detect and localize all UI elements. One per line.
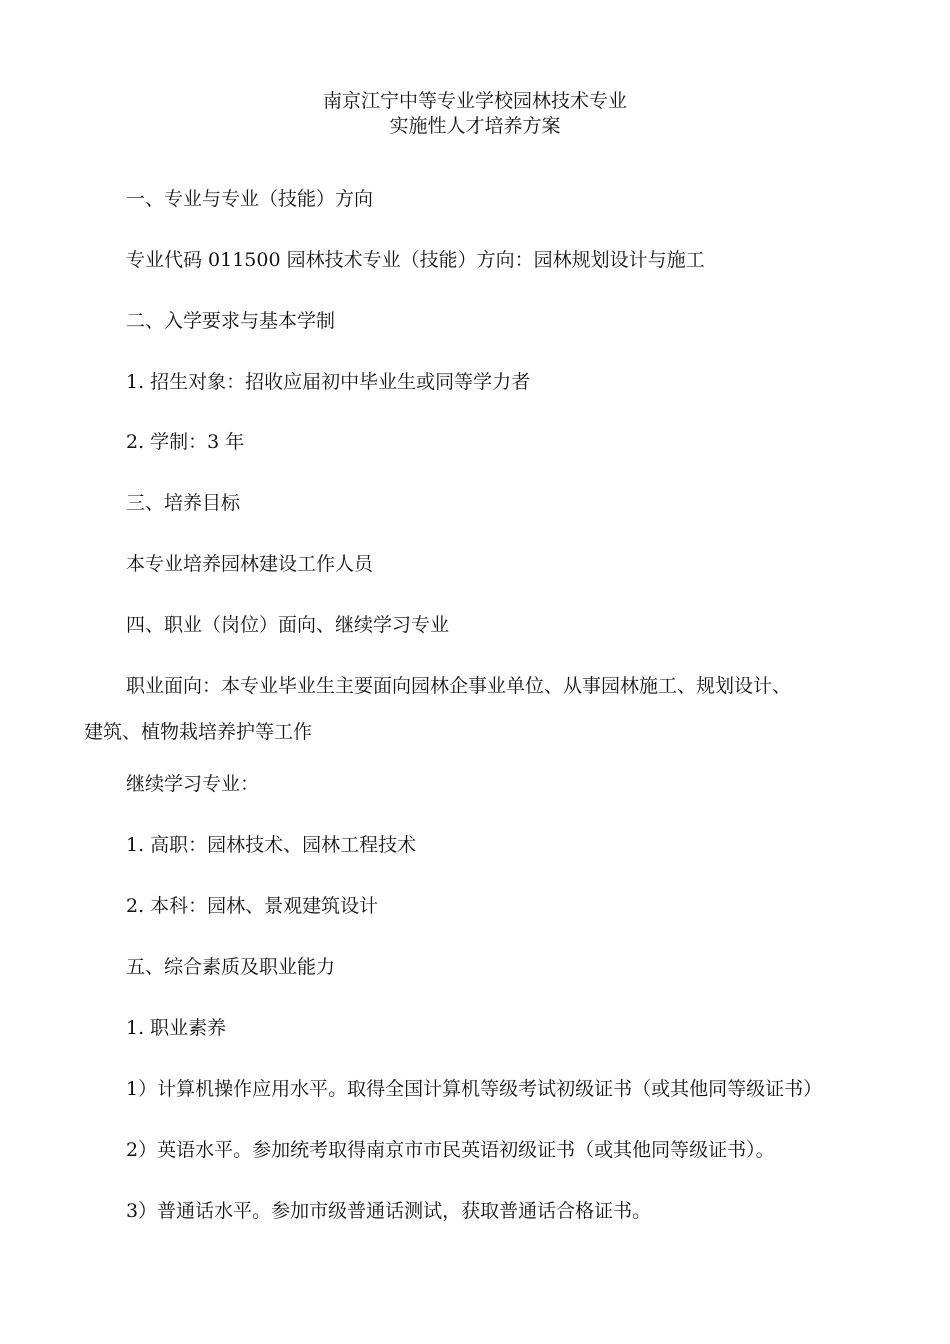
paragraph-computer-skills: 1）计算机操作应用水平。取得全国计算机等级考试初级证书（或其他同等级证书） bbox=[126, 1078, 823, 1100]
section-heading-3: 三、培养目标 bbox=[126, 492, 241, 514]
list-item-undergraduate: 2. 本科：园林、景观建筑设计 bbox=[126, 895, 379, 917]
list-item-duration: 2. 学制：3 年 bbox=[126, 431, 245, 453]
section-heading-2: 二、入学要求与基本学制 bbox=[126, 310, 336, 332]
list-item-higher-vocational: 1. 高职：园林技术、园林工程技术 bbox=[126, 834, 417, 856]
section-heading-4: 四、职业（岗位）面向、继续学习专业 bbox=[126, 614, 450, 636]
paragraph-major-code: 专业代码 011500 园林技术专业（技能）方向：园林规划设计与施工 bbox=[126, 249, 705, 271]
list-item-professional-quality: 1. 职业素养 bbox=[126, 1017, 227, 1039]
paragraph-english-skills: 2）英语水平。参加统考取得南京市市民英语初级证书（或其他同等级证书）。 bbox=[126, 1139, 775, 1161]
list-item-enrollment: 1. 招生对象：招收应届初中毕业生或同等学力者 bbox=[126, 371, 531, 393]
section-heading-5: 五、综合素质及职业能力 bbox=[126, 956, 336, 978]
document-title-line2: 实施性人才培养方案 bbox=[389, 115, 561, 137]
paragraph-further-study: 继续学习专业： bbox=[126, 773, 260, 795]
section-heading-1: 一、专业与专业（技能）方向 bbox=[126, 188, 374, 210]
paragraph-career-orientation-continued: 建筑、植物栽培养护等工作 bbox=[84, 721, 313, 743]
paragraph-training-goal: 本专业培养园林建设工作人员 bbox=[126, 553, 374, 575]
paragraph-career-orientation: 职业面向：本专业毕业生主要面向园林企事业单位、从事园林施工、规划设计、 bbox=[126, 675, 792, 697]
document-title-line1: 南京江宁中等专业学校园林技术专业 bbox=[322, 90, 627, 112]
paragraph-mandarin-skills: 3）普通话水平。参加市级普通话测试，获取普通话合格证书。 bbox=[126, 1200, 652, 1222]
